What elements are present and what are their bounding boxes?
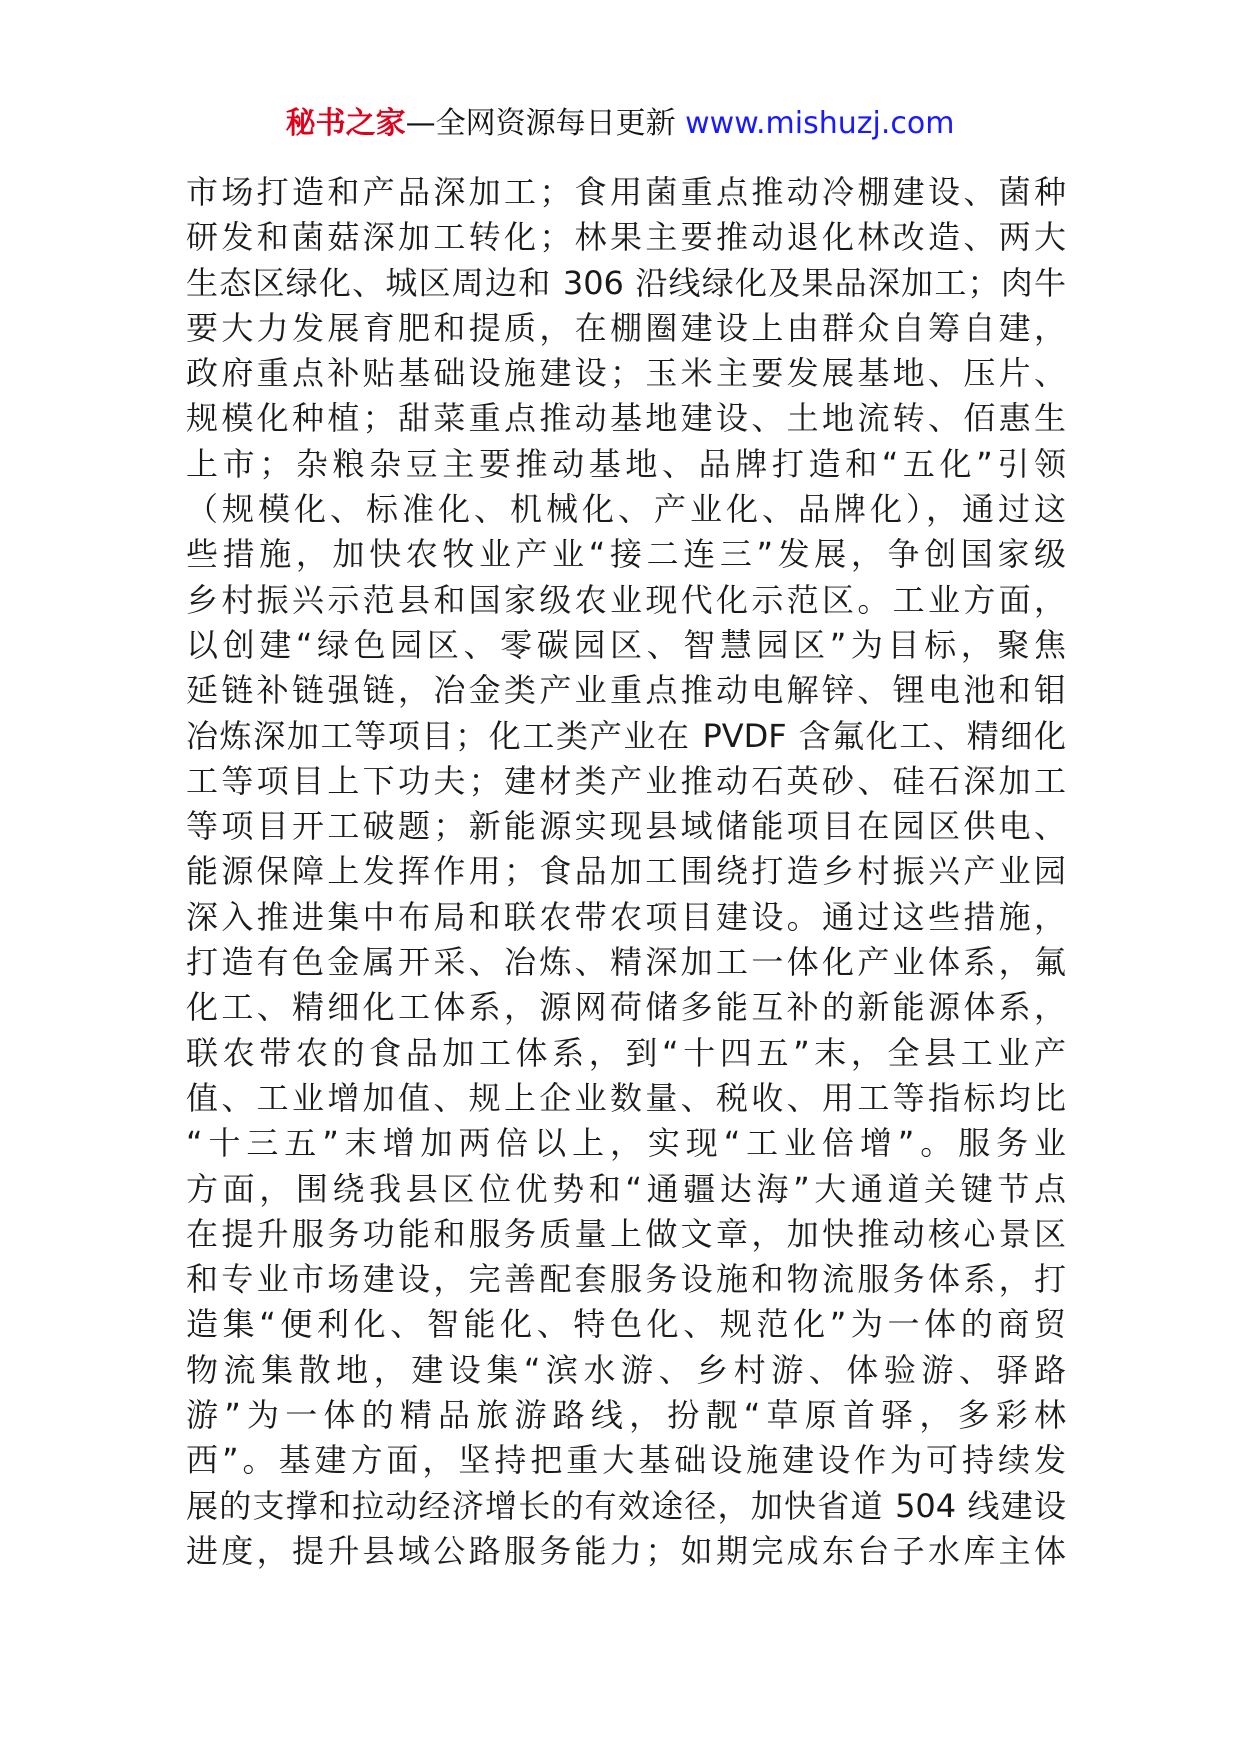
text-line: 市场打造和产品深加工；食用菌重点推动冷棚建设、菌种	[186, 173, 1066, 211]
website-link[interactable]: www.mishuzj.com	[685, 106, 955, 141]
text-line: 打造有色金属开采、冶炼、精深加工一体化产业体系，氟	[186, 943, 1066, 982]
text-line: 生态区绿化、城区周边和 306 沿线绿化及果品深加工；肉牛	[186, 263, 1066, 302]
text-line: 要大力发展育肥和提质，在棚圈建设上由群众自筹自建，	[186, 308, 1066, 347]
text-line: 和专业市场建设，完善配套服务设施和物流服务体系，打	[186, 1260, 1066, 1299]
text-line: 深入推进集中布局和联农带农项目建设。通过这些措施，	[186, 897, 1066, 936]
text-line: 冶炼深加工等项目；化工类产业在 PVDF 含氟化工、精细化	[186, 716, 1066, 755]
text-line: 政府重点补贴基础设施建设；玉米主要发展基地、压片、	[186, 354, 1066, 393]
body-text	[186, 170, 1066, 1574]
text-line: 化工、精细化工体系，源网荷储多能互补的新能源体系，	[186, 988, 1066, 1027]
text-line: 规模化种植；甜菜重点推动基地建设、土地流转、佰惠生	[186, 399, 1066, 438]
text-line: 研发和菌菇深加工转化；林果主要推动退化林改造、两大	[186, 218, 1066, 257]
text-line: 以创建“绿色园区、零碳园区、智慧园区”为目标，聚焦	[186, 625, 1066, 664]
page-header	[0, 104, 1240, 144]
text-line: 进度，提升县域公路服务能力；如期完成东台子水库主体	[186, 1531, 1066, 1570]
text-line: 西”。基建方面，坚持把重大基础设施建设作为可持续发	[186, 1441, 1066, 1480]
text-line: 值、工业增加值、规上企业数量、税收、用工等指标均比	[186, 1078, 1066, 1117]
text-line: 物流集散地，建设集“滨水游、乡村游、体验游、驿路	[186, 1350, 1066, 1389]
text-line: 方面，围绕我县区位优势和“通疆达海”大通道关键节点	[186, 1169, 1066, 1208]
text-line: 上市；杂粮杂豆主要推动基地、品牌打造和“五化”引领	[186, 444, 1066, 483]
text-line: （规模化、标准化、机械化、产业化、品牌化），通过这	[186, 490, 1066, 529]
text-line: 能源保障上发挥作用；食品加工围绕打造乡村振兴产业园	[186, 852, 1066, 891]
text-line: 乡村振兴示范县和国家级农业现代化示范区。工业方面，	[186, 580, 1066, 619]
text-line: 延链补链强链，冶金类产业重点推动电解锌、锂电池和钼	[186, 671, 1066, 710]
text-line: 等项目开工破题；新能源实现县域储能项目在园区供电、	[186, 807, 1066, 846]
brand-name: 秘书之家	[285, 106, 406, 141]
text-line: 造集“便利化、智能化、特色化、规范化”为一体的商贸	[186, 1305, 1066, 1344]
text-line: “十三五”末增加两倍以上，实现“工业倍增”。服务业	[186, 1124, 1066, 1163]
header-slogan: —全网资源每日更新	[405, 106, 676, 141]
text-line: 游”为一体的精品旅游路线，扮靓“草原首驿，多彩林	[186, 1396, 1066, 1435]
text-line: 展的支撑和拉动经济增长的有效途径，加快省道 504 线建设	[186, 1486, 1066, 1525]
text-line: 联农带农的食品加工体系，到“十四五”末，全县工业产	[186, 1033, 1066, 1072]
text-line: 些措施，加快农牧业产业“接二连三”发展，争创国家级	[186, 535, 1066, 574]
text-line: 工等项目上下功夫；建材类产业推动石英砂、硅石深加工	[186, 761, 1066, 800]
text-line: 在提升服务功能和服务质量上做文章，加快推动核心景区	[186, 1214, 1066, 1253]
